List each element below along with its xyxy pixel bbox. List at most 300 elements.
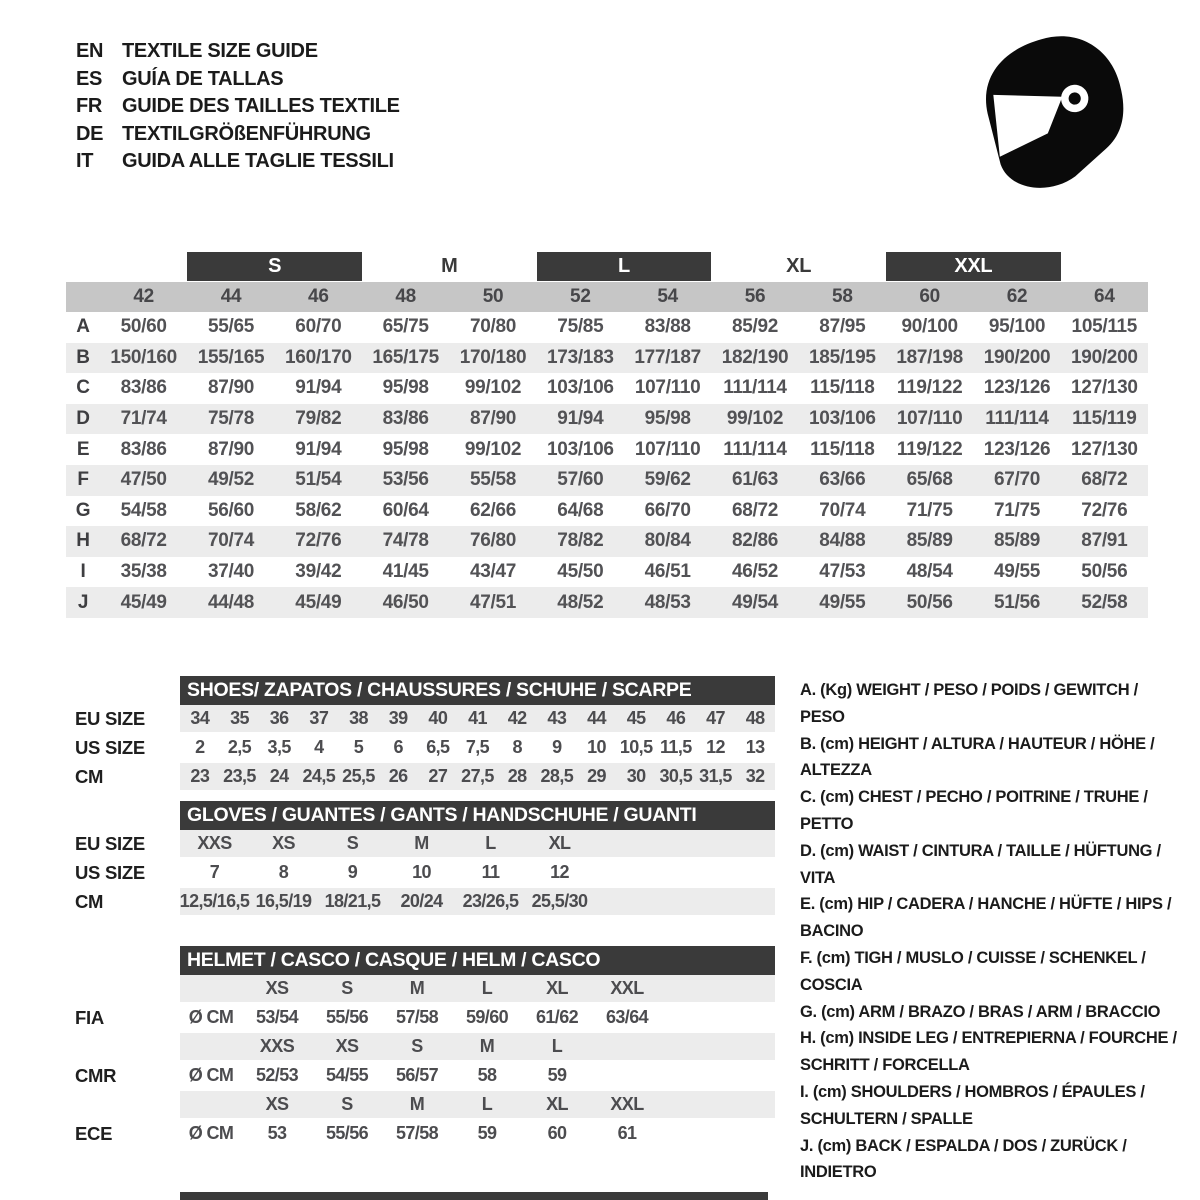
sub-table-cell: 44 [587,708,606,728]
table-cell: 66/70 [644,499,691,521]
sub-table-cell: 32 [745,766,765,786]
sub-table-cell: 16,5/19 [255,891,312,911]
sub-row-label: US SIZE [75,736,145,758]
sub-table-cell: 58 [477,1065,497,1085]
sub-row-label: FIA [75,1006,104,1028]
table-cell: 39/42 [295,561,342,583]
sub-table-cell: 7 [209,862,220,882]
table-cell: 83/86 [120,377,167,399]
table-cell: 107/110 [896,408,963,430]
gloves-size-table [75,801,795,917]
language-row [76,93,400,121]
sub-table-row [75,1062,795,1091]
table-cell: 48/52 [557,591,604,613]
sub-row-label: EU SIZE [75,707,145,729]
table-cell: 119/122 [896,377,963,399]
sub-table-cell: 27,5 [461,766,494,786]
sub-table-cell: 46 [666,708,686,728]
sub-table-cell: 55/56 [325,1123,369,1143]
sub-table-cell: 48 [745,708,765,728]
sub-table-cell: 55/56 [325,1007,369,1027]
table-cell: 68/72 [1081,469,1128,491]
legend-item: J. (cm) BACK / ESPALDA / DOS / ZURÜCK / INDIETRO [800,1136,1127,1182]
shoes-header-bar: SHOES/ ZAPATOS / CHAUSSURES / SCHUHE / SCARPE [180,676,775,705]
sub-table-cell: 8 [278,862,289,882]
sub-row-cells [180,975,775,1002]
table-cell: 35/38 [120,561,167,583]
table-row [66,526,1148,557]
row-label: G [75,499,91,521]
legend-item: G. (cm) ARM / BRAZO / BRAS / ARM / BRACCIO [800,1002,1161,1021]
sub-table-cell: 4 [314,737,324,757]
row-label: F [77,469,89,491]
sub-table-cell: 23,5 [223,766,256,786]
table-cell: 52/58 [1081,591,1128,613]
sub-row-label: ECE [75,1122,113,1144]
table-cell: 123/126 [983,377,1051,399]
table-cell: 99/102 [726,408,784,430]
sub-table-cell: XS [272,833,295,853]
table-cell: 45/50 [557,561,604,583]
table-cell: 115/118 [810,438,875,460]
language-code: FR [76,95,103,118]
sub-table-cell: 28 [507,766,527,786]
measurement-rows [66,312,1148,618]
table-cell: 87/95 [819,316,866,338]
table-cell: 83/88 [644,316,691,338]
sub-table-row [75,830,795,859]
sub-table-cell: 6 [393,737,403,757]
table-row [66,343,1148,374]
sub-row-cells [180,734,775,761]
table-cell: 119/122 [896,438,963,460]
table-cell: 111/114 [723,438,787,460]
sub-row-cells [180,705,775,732]
table-cell: 76/80 [469,530,517,552]
numeric-size-row [66,282,1148,312]
table-cell: 58/62 [295,499,342,521]
sub-table-cell: 59 [477,1123,497,1143]
table-cell: 177/187 [634,346,701,368]
column-header: 50 [482,286,504,307]
size-header-s: S [187,252,362,281]
table-cell: 79/82 [295,408,342,430]
sub-table-cell: XXL [610,1094,644,1114]
table-cell: 123/126 [983,438,1051,460]
sub-table-row [75,859,795,888]
sub-table-cell: 13 [745,737,765,757]
column-header: 58 [832,286,853,307]
table-cell: 41/45 [382,561,429,583]
sub-table-cell: 61 [617,1123,637,1143]
size-header-row [66,252,1148,281]
language-title: GUÍA DE TALLAS [122,67,284,90]
sub-table-cell: 52/53 [255,1065,299,1085]
sub-table-cell: XL [546,978,568,998]
sub-table-cell: 30 [626,766,646,786]
sub-table-cell: 7,5 [465,737,490,757]
sub-table-cell: 25,5 [342,766,375,786]
sub-table-cell: S [411,1036,423,1056]
sub-table-cell: XL [548,833,571,853]
row-label: B [76,346,90,368]
row-label: H [76,530,90,552]
sub-table-cell: XXS [197,833,232,853]
table-cell: 62/66 [469,499,517,521]
sub-row-cells [180,888,775,915]
table-cell: 95/98 [644,408,691,430]
column-header: 44 [220,286,242,307]
measurement-legend [800,677,1178,1186]
table-cell: 105/115 [1071,316,1138,338]
sub-table-cell: 6,5 [426,737,450,757]
table-cell: 49/55 [819,591,866,613]
table-cell: 65/75 [382,316,429,338]
table-cell: 48/54 [906,561,953,583]
table-cell: 48/53 [644,591,691,613]
table-cell: 85/92 [731,316,779,338]
table-cell: 49/54 [731,591,779,613]
table-cell: 173/183 [547,346,614,368]
table-cell: 90/100 [901,316,958,338]
table-cell: 84/88 [819,530,866,552]
table-cell: 91/94 [295,377,342,399]
language-row [76,66,400,94]
legend-item: A. (Kg) WEIGHT / PESO / POIDS / GEWITCH / PESO [800,681,1138,726]
table-cell: 55/65 [207,316,255,338]
row-label: A [76,316,90,338]
table-cell: 103/106 [547,438,614,460]
table-cell: 78/82 [557,530,604,552]
language-code: EN [76,40,104,62]
table-cell: 70/74 [207,530,255,552]
sub-table-cell: Ø CM [188,1065,234,1085]
table-cell: 83/86 [382,408,429,430]
sub-table-cell: 31,5 [699,766,732,786]
sub-table-cell: Ø CM [188,1007,234,1027]
sub-table-cell: 11,5 [660,737,692,757]
legend-item: B. (cm) HEIGHT / ALTURA / HAUTEUR / HÖHE / ALTEZZA [800,734,1155,780]
sub-table-cell: 26 [388,766,408,786]
sub-row-cells [180,1120,775,1147]
size-header-m: M [441,255,458,277]
column-header: 42 [133,286,154,307]
table-cell: 43/47 [469,561,517,583]
sub-table-cell: 41 [468,708,487,728]
table-cell: 83/86 [120,438,167,460]
textile-size-table [66,252,1148,618]
language-code: IT [76,150,94,173]
row-label: E [76,438,90,460]
table-cell: 182/190 [721,346,789,368]
sub-table-cell: 3,5 [267,737,291,757]
table-cell: 49/52 [207,469,255,491]
helmet-header-bar: HELMET / CASCO / CASQUE / HELM / CASCO [180,946,775,975]
table-row [66,373,1148,404]
table-cell: 85/89 [993,530,1041,552]
table-cell: 80/84 [644,530,691,552]
table-cell: 187/198 [896,346,963,368]
sub-table-cell: XS [335,1036,359,1056]
sub-table-cell: M [409,1094,425,1114]
sub-table-cell: 11 [481,862,500,882]
sub-table-cell: 24 [269,766,289,786]
table-cell: 65/68 [906,469,953,491]
sub-table-cell: 12 [706,737,725,757]
sub-table-cell: 57/58 [395,1123,439,1143]
table-cell: 47/53 [819,561,866,583]
language-title-list [76,38,400,176]
table-cell: 115/119 [1072,408,1137,430]
table-cell: 71/75 [993,499,1041,521]
language-row [76,38,400,66]
helmet-icon [982,30,1134,198]
table-cell: 71/74 [120,408,167,430]
table-cell: 103/106 [809,408,876,430]
language-row [76,121,400,149]
table-cell: 57/60 [557,469,604,491]
sub-table-cell: L [481,1094,493,1114]
sub-table-cell: Ø CM [188,1123,234,1143]
column-header: 62 [1006,286,1028,307]
table-cell: 190/200 [1071,346,1138,368]
sub-table-cell: 35 [230,708,249,728]
sub-table-cell: 12 [550,862,569,882]
table-cell: 54/58 [120,499,167,521]
sub-table-cell: 42 [507,708,527,728]
sub-table-cell: 23 [190,766,210,786]
sub-table-row [75,1033,795,1062]
table-cell: 53/56 [382,469,429,491]
table-cell: 87/90 [207,377,255,399]
table-cell: 107/110 [634,377,701,399]
row-label: I [80,561,86,583]
table-cell: 55/58 [469,469,517,491]
sub-table-cell: 5 [353,737,364,757]
column-header: 48 [395,286,416,307]
sub-table-cell: 8 [512,737,522,757]
table-row [66,404,1148,435]
table-cell: 46/52 [731,561,779,583]
table-cell: 47/50 [120,469,167,491]
table-cell: 75/85 [557,316,604,338]
sub-table-cell: 27 [428,766,448,786]
language-title: GUIDE DES TAILLES TEXTILE [122,95,400,118]
sub-row-label: CMR [75,1064,117,1086]
sub-table-cell: 61/62 [535,1007,579,1027]
sub-table-cell: 54/55 [325,1065,369,1085]
sub-table-cell: S [341,1094,353,1114]
table-cell: 95/100 [988,316,1046,338]
language-code: ES [76,67,103,90]
table-cell: 56/60 [207,499,255,521]
table-cell: 44/48 [207,591,255,613]
sub-table-cell: 40 [428,708,448,728]
shoes-size-table [75,676,795,792]
sub-row-label: US SIZE [75,861,145,883]
sub-table-cell: 18/21,5 [324,891,381,911]
row-label: C [76,377,90,399]
sub-table-cell: 29 [587,766,606,786]
table-cell: 111/114 [723,377,787,399]
table-cell: 87/90 [469,408,517,430]
column-header: 60 [919,286,940,307]
sub-row-cells [180,1062,775,1089]
sub-table-cell: L [481,978,493,998]
language-title: TEXTILGRÖßENFÜHRUNG [122,122,371,145]
sub-table-cell: 10 [412,862,431,882]
table-cell: 70/74 [819,499,866,521]
table-cell: 46/51 [644,561,691,583]
table-cell: 82/86 [731,530,779,552]
table-cell: 91/94 [295,438,342,460]
table-cell: 59/62 [644,469,691,491]
table-cell: 68/72 [120,530,167,552]
sub-table-cell: 45 [626,708,646,728]
table-cell: 61/63 [731,469,779,491]
sub-row-cells [180,1004,775,1031]
table-cell: 51/56 [993,591,1041,613]
table-cell: 45/49 [120,591,167,613]
table-cell: 50/56 [906,591,953,613]
table-cell: 46/50 [382,591,429,613]
table-cell: 75/78 [207,408,255,430]
sub-table-cell: 30,5 [659,766,693,786]
sub-table-cell: 37 [309,708,329,728]
table-cell: 37/40 [207,561,255,583]
table-cell: 67/70 [993,469,1041,491]
table-row [66,434,1148,465]
size-header-l: L [537,252,712,281]
sub-table-row [75,1004,795,1033]
gloves-header-bar: GLOVES / GUANTES / GANTS / HANDSCHUHE / GUANTI [180,801,775,830]
sub-table-row [75,1091,795,1120]
legend-item: I. (cm) SHOULDERS / HOMBROS / ÉPAULES / SCHULTERN / SPALLE [800,1082,1145,1128]
sub-table-cell: 25,5/30 [531,891,588,911]
table-row [66,557,1148,588]
table-cell: 50/60 [120,316,167,338]
sub-table-cell: 59 [547,1065,567,1085]
table-cell: 155/165 [197,346,265,368]
sub-table-cell: 39 [388,708,408,728]
table-cell: 68/72 [731,499,779,521]
sub-table-cell: M [479,1036,495,1056]
sub-table-cell: L [485,833,496,853]
table-cell: 170/180 [459,346,527,368]
table-row [66,312,1148,343]
sub-table-cell: 60 [547,1123,567,1143]
size-header-xxl: XXL [886,252,1061,281]
column-header: 54 [657,286,678,307]
table-cell: 72/76 [295,530,342,552]
table-cell: 74/78 [382,530,429,552]
sub-table-cell: 28,5 [540,766,574,786]
sub-table-cell: 36 [269,708,289,728]
row-label: J [77,591,89,613]
table-cell: 127/130 [1071,377,1138,399]
table-cell: 45/49 [295,591,342,613]
sub-row-cells [180,1033,775,1060]
sub-row-label: CM [75,890,104,912]
sub-table-cell: 10 [587,737,606,757]
table-cell: 49/55 [993,561,1041,583]
table-cell: 127/130 [1071,438,1138,460]
table-cell: 91/94 [557,408,604,430]
sub-table-cell: 47 [706,708,725,728]
table-cell: 165/175 [372,346,439,368]
sub-table-cell: 24,5 [302,766,336,786]
table-cell: 71/75 [906,499,953,521]
sub-table-cell: XS [265,1094,289,1114]
sub-table-row [75,763,795,792]
sub-table-cell: M [409,978,425,998]
sub-row-label: CM [75,765,104,787]
sub-table-cell: S [346,833,359,853]
sub-table-row [75,888,795,917]
column-header: 52 [570,286,591,307]
table-cell: 51/54 [295,469,342,491]
table-cell: 87/90 [207,438,255,460]
sub-table-cell: 43 [547,708,567,728]
language-title: GUIDA ALLE TAGLIE TESSILI [122,150,394,173]
table-cell: 103/106 [547,377,614,399]
legend-item: H. (cm) INSIDE LEG / ENTREPIERNA / FOURCHE / SCHRITT / FORCELLA [800,1029,1177,1075]
column-header: 46 [308,286,329,307]
legend-item: C. (cm) CHEST / PECHO / POITRINE / TRUHE / PETTO [800,788,1148,833]
sub-row-cells [180,830,775,857]
sub-table-cell: 10,5 [619,737,653,757]
table-cell: 63/66 [819,469,866,491]
table-cell: 50/56 [1081,561,1128,583]
table-cell: 150/160 [110,346,177,368]
table-cell: 64/68 [557,499,604,521]
row-label: D [76,408,90,430]
sub-table-row [75,975,795,1004]
sub-table-cell: 34 [190,708,210,728]
sub-table-cell: 59/60 [465,1007,509,1027]
size-header-xl: XL [786,255,812,277]
sub-table-cell: XXL [610,978,644,998]
sub-table-cell: 9 [347,862,358,882]
sub-table-row [75,734,795,763]
language-title: TEXTILE SIZE GUIDE [122,40,318,62]
sub-row-label: EU SIZE [75,832,145,854]
sub-table-cell: 53/54 [255,1007,299,1027]
language-code: DE [76,122,104,145]
sub-row-cells [180,1091,775,1118]
table-cell: 190/200 [983,346,1051,368]
table-cell: 60/64 [382,499,429,521]
sub-table-cell: M [414,833,429,853]
table-cell: 87/91 [1081,530,1128,552]
sub-table-cell: 2,5 [227,737,252,757]
table-cell: 95/98 [382,377,429,399]
table-cell: 111/114 [985,408,1049,430]
sub-table-row [75,1120,795,1149]
table-cell: 115/118 [810,377,875,399]
sub-table-cell: 9 [552,737,562,757]
table-cell: 47/51 [469,591,517,613]
sub-table-cell: XL [546,1094,568,1114]
table-row [66,465,1148,496]
sub-table-cell: XS [265,978,289,998]
table-cell: 99/102 [464,438,522,460]
sub-table-cell: XXS [259,1036,295,1056]
sub-table-cell: 2 [195,737,205,757]
table-cell: 160/170 [285,346,352,368]
table-cell: 107/110 [634,438,701,460]
sub-row-cells [180,763,775,790]
